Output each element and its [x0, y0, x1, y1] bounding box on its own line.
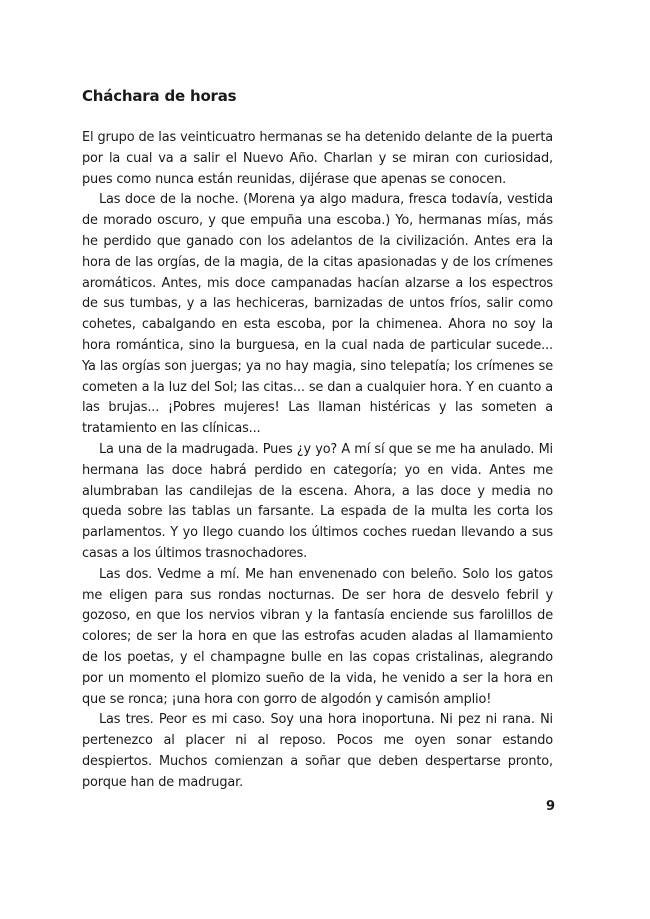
paragraph: Las tres. Peor es mi caso. Soy una hora inoportuna. Ni pez ni rana. Ni pertenezco al placer ni al reposo. Pocos me oyen sonar estando despiertos. Muchos comienzan a soñar que deben despertarse pronto, porque han de madrugar. — [82, 712, 553, 790]
body-text — [82, 128, 553, 794]
chapter-title: Cháchara de horas — [82, 87, 237, 105]
paragraph: La una de la madrugada. Pues ¿y yo? A mí sí que se me ha anulado. Mi hermana las doce habrá perdido en categoría; yo en vida. Antes me alumbraban las candilejas de la escena. Ahora, a las doce y media no queda sobre las tablas un farsante. La espada de la multa les corta los parlamentos. Y yo llego cuando los últimos coches ruedan llevando a sus casas a los últimos trasnochadores. — [82, 441, 553, 561]
paragraph: Las doce de la noche. (Morena ya algo madura, fresca todavía, vestida de morado oscuro, y que empuña una escoba.) Yo, hermanas mías, más he perdido que ganado con los adelantos de la civilización. Antes era la hora de las orgías, de la magia, de la citas apasionadas y de los crímenes aromáticos. Antes, mis doce campanadas hacían alzarse a los espectros de sus tumbas, y a las hechiceras, barnizadas de untos fríos, salir como cohetes, cabalgando en esta escoba, por la chimenea. Ahora no soy la hora romántica, sino la burguesa, en la cual nada de particular sucede... Ya las orgías son juergas; ya no hay magia, sino telepatía; los crímenes se cometen a la luz del Sol; las citas... se dan a cualquier hora. Y en cuanto a las brujas... ¡Pobres mujeres! Las llaman histéricas y las someten a tratamiento en las clínicas... — [82, 192, 553, 437]
paragraph: El grupo de las veinticuatro hermanas se ha detenido delante de la puerta por la cual va a salir el Nuevo Año. Charlan y se miran con curiosidad, pues como nunca están reunidas, dijérase que apenas se conocen. — [82, 130, 553, 187]
page-content — [82, 86, 553, 794]
paragraph: Las dos. Vedme a mí. Me han envenenado con beleño. Solo los gatos me eligen para sus rondas nocturnas. De ser hora de desvelo febril y gozoso, en que los nervios vibran y la fantasía enciende sus farolillos de colores; de ser la hora en que las estrofas acuden aladas al llamamiento de los poetas, y el champagne bulle en las copas cristalinas, alegrando por un momento el plomizo sueño de la vida, he venido a ser la hora en que se ronca; ¡una hora con gorro de algodón y camisón amplio! — [82, 566, 553, 707]
page-number: 9 — [545, 799, 555, 814]
